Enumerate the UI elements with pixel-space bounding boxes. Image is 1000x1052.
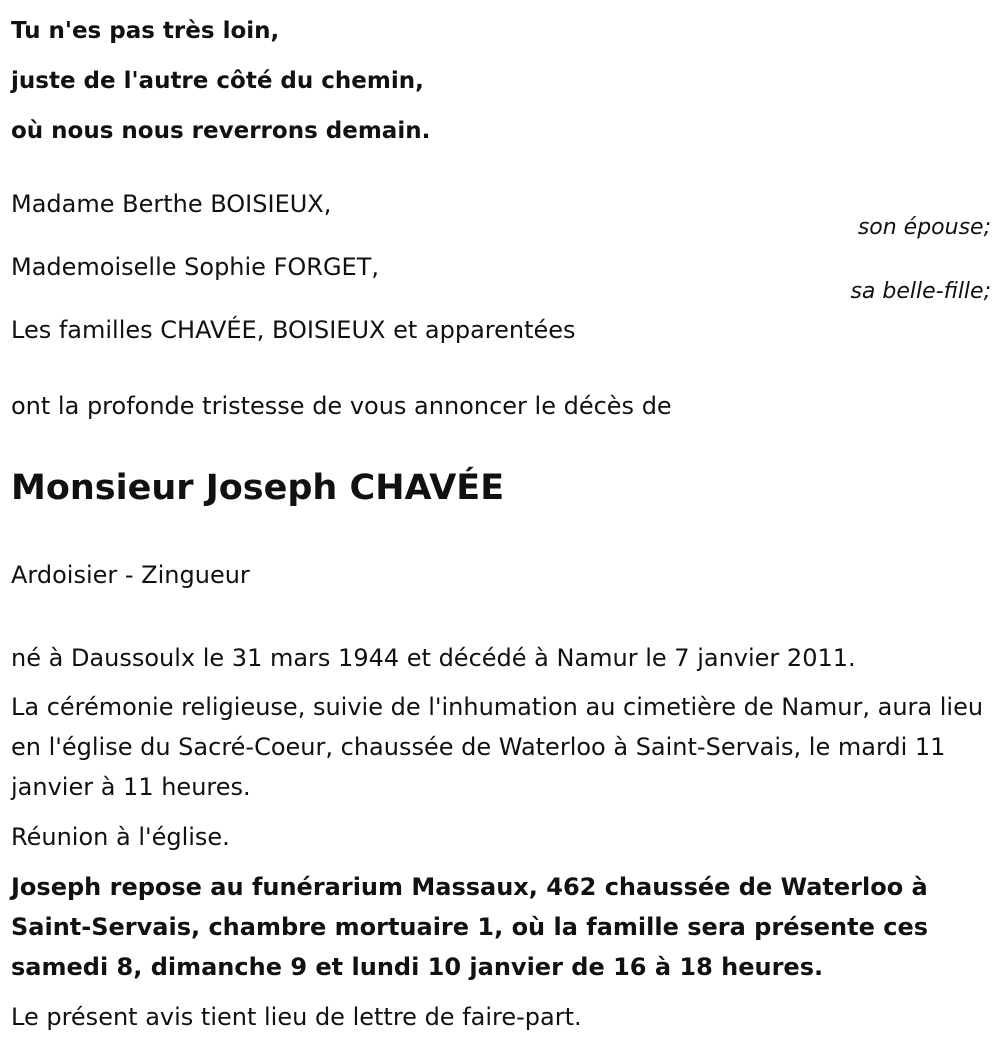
poem	[11, 6, 430, 156]
family-member-role: sa belle-fille;	[850, 279, 991, 304]
poem-line: où nous nous reverrons demain.	[11, 118, 431, 144]
deceased-name: Monsieur Joseph CHAVÉE	[11, 468, 505, 508]
family-member-name: Madame Berthe BOISIEUX,	[11, 190, 332, 218]
family-member-name: Mademoiselle Sophie FORGET,	[11, 253, 379, 281]
birth-death-text: né à Daussoulx le 31 mars 1944 et décédé à Namur le 7 janvier 2011.	[11, 644, 856, 672]
poem-line: juste de l'autre côté du chemin,	[11, 68, 424, 94]
reunion-text: Réunion à l'église.	[11, 823, 230, 851]
family-member-role: son épouse;	[857, 215, 991, 240]
funerarium-text: Joseph repose au funérarium Massaux, 462 chaussée de Waterloo à Saint-Servais, chambre mortuaire 1, où la famille sera présente ces samedi 8, dimanche 9 et lundi 10 janvier de 16 à 18 heures.	[11, 873, 929, 981]
ceremony-text: La cérémonie religieuse, suivie de l'inhumation au cimetière de Namur, aura lieu en l'église du Sacré-Coeur, chaussée de Waterloo à Saint-Servais, le mardi 11 janvier à 11 heures.	[11, 693, 984, 801]
poem-line: Tu n'es pas très loin,	[11, 18, 280, 44]
closing-text: Le présent avis tient lieu de lettre de faire-part.	[11, 1003, 582, 1031]
profession: Ardoisier - Zingueur	[11, 561, 250, 589]
announcement-text: ont la profonde tristesse de vous annoncer le décès de	[11, 392, 672, 420]
family-member-name: Les familles CHAVÉE, BOISIEUX et apparentées	[11, 316, 576, 344]
